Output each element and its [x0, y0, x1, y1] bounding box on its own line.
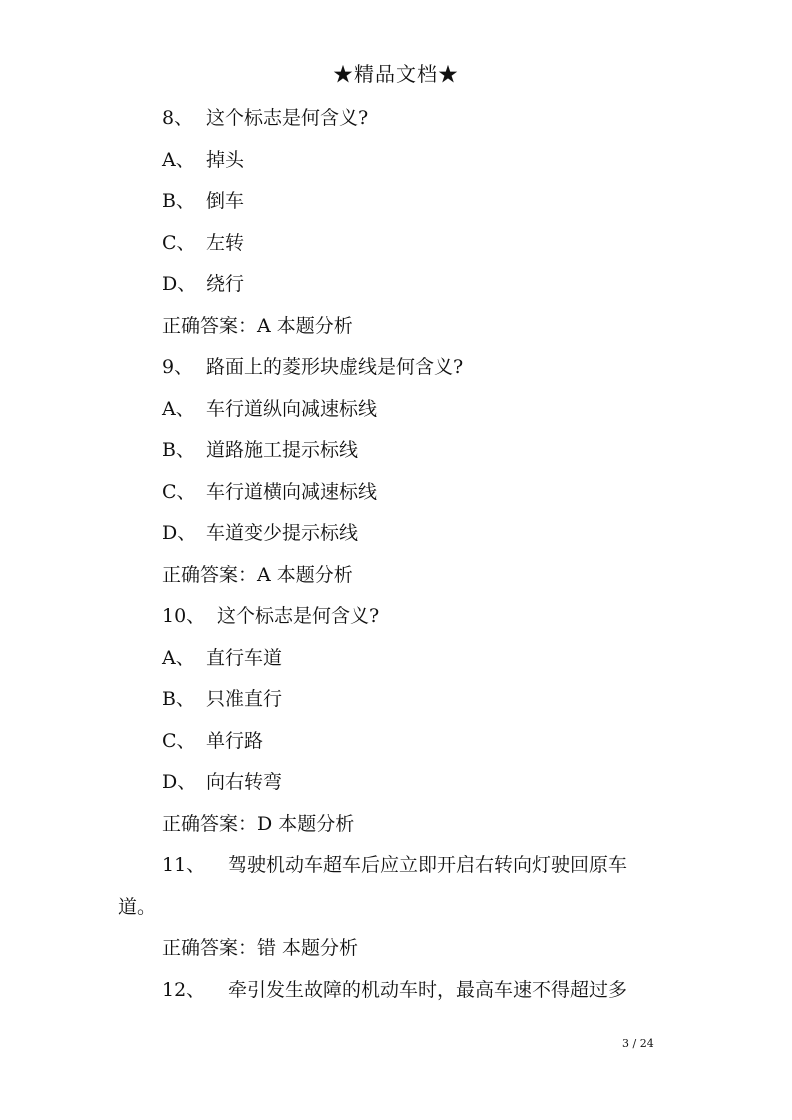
- item-marker: B、: [162, 688, 195, 710]
- option-8-d: [0, 264, 792, 306]
- question-9: [0, 347, 792, 389]
- item-text: 掉头: [206, 148, 245, 171]
- item-marker: 9、: [162, 356, 194, 378]
- question-11: [0, 845, 792, 887]
- item-text: 道路施工提示标线: [206, 439, 359, 461]
- item-text: 这个标志是何含义?: [217, 605, 380, 627]
- option-9-d: [0, 513, 792, 555]
- item-text: 这个标志是何含义?: [206, 107, 369, 129]
- item-text: 车行道纵向减速标线: [206, 397, 378, 420]
- answer-text: 正确答案：错 本题分析: [162, 937, 359, 959]
- option-8-a: [0, 140, 792, 182]
- item-text: 牵引发生故障的机动车时，最高车速不得超过多: [228, 978, 628, 1001]
- item-text: 直行车道: [206, 646, 283, 669]
- option-9-b: [0, 430, 792, 472]
- question-8: [0, 98, 792, 140]
- option-9-a: [0, 389, 792, 431]
- item-marker: D、: [162, 273, 197, 295]
- answer-text: 正确答案：A 本题分析: [162, 314, 353, 337]
- answer-9: [0, 555, 792, 597]
- document-header: ★精品文档★: [333, 62, 459, 86]
- page-number: 3 / 24: [622, 1037, 654, 1050]
- option-10-d: [0, 762, 792, 804]
- question-11-continuation: [0, 887, 792, 929]
- item-text: 路面上的菱形块虚线是何含义?: [206, 356, 464, 378]
- answer-8: [0, 306, 792, 348]
- item-text: 车行道横向减速标线: [206, 480, 378, 503]
- item-marker: C、: [162, 729, 196, 752]
- item-marker: 11、: [162, 854, 206, 876]
- item-marker: B、: [162, 439, 195, 461]
- answer-text: 正确答案：A 本题分析: [162, 563, 353, 586]
- item-marker: A、: [162, 646, 195, 669]
- answer-11: [0, 928, 792, 970]
- option-10-c: [0, 721, 792, 763]
- item-marker: A、: [162, 397, 195, 420]
- option-8-b: [0, 181, 792, 223]
- item-marker: C、: [162, 231, 196, 254]
- option-8-c: [0, 223, 792, 265]
- item-marker: A、: [162, 148, 195, 171]
- document-body: [0, 98, 792, 1011]
- item-marker: 12、: [162, 978, 206, 1001]
- item-text: 道。: [118, 895, 157, 918]
- item-text: 车道变少提示标线: [206, 522, 359, 544]
- option-10-b: [0, 679, 792, 721]
- option-9-c: [0, 472, 792, 514]
- item-marker: B、: [162, 190, 195, 212]
- item-text: 绕行: [206, 273, 245, 295]
- item-text: 单行路: [206, 729, 264, 752]
- answer-10: [0, 804, 792, 846]
- option-10-a: [0, 638, 792, 680]
- question-10: [0, 596, 792, 638]
- item-marker: 8、: [162, 107, 194, 129]
- item-marker: D、: [162, 771, 197, 793]
- item-marker: C、: [162, 480, 196, 503]
- item-text: 向右转弯: [206, 771, 283, 793]
- item-marker: 10、: [162, 605, 206, 627]
- item-text: 倒车: [206, 190, 245, 212]
- item-marker: D、: [162, 522, 197, 544]
- item-text: 左转: [206, 231, 245, 254]
- item-text: 只准直行: [206, 688, 283, 710]
- question-12: [0, 970, 792, 1012]
- answer-text: 正确答案：D 本题分析: [162, 812, 355, 835]
- item-text: 驾驶机动车超车后应立即开启右转向灯驶回原车: [228, 854, 628, 876]
